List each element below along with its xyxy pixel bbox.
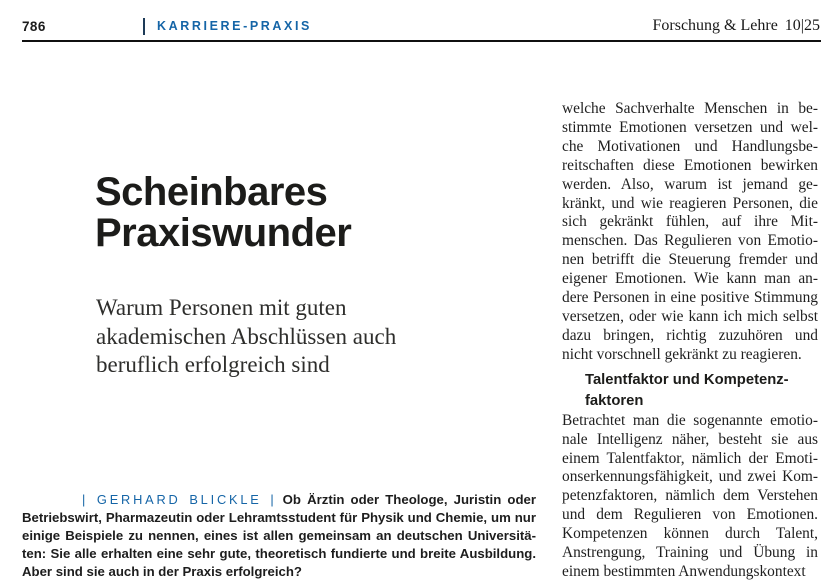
section-label: KARRIERE-PRAXIS bbox=[157, 19, 312, 33]
body-paragraph-1: welche Sachverhalte Menschen in bestimmte Emotionen versetzen und welche Motivationen und Handlungsbereitschaften diese Emotionen bewirken werden. Also, warum ist jemand gekränkt, und wie reagieren Personen, die sich gekränkt fühlen, auf ihre Mitmenschen. Das Regulieren von Emotionen betrifft die Steuerung fremder und eigener Emotionen. Wie kann man andere Personen in eine positive Stimmung versetzen, oder wie kann ich mich selbst dazu bringen, richtig zuzuhören und nicht vorschnell gekränkt zu reagieren. bbox=[562, 100, 818, 363]
article-title bbox=[95, 172, 545, 254]
section-divider-bar bbox=[143, 18, 145, 35]
article-subtitle: Warum Personen mit guten akademischen Abschlüssen auch beruflich erfolgreich sind bbox=[96, 295, 397, 377]
journal-name: Forschung & Lehre bbox=[652, 17, 778, 34]
section-heading: Talentfaktor und Kompetenzfaktoren bbox=[585, 371, 789, 409]
title-line-1: Scheinbares bbox=[95, 170, 328, 214]
issue-number: 10|25 bbox=[784, 17, 820, 34]
journal-masthead bbox=[652, 17, 820, 35]
lead-paragraph bbox=[22, 491, 536, 581]
page-number: 786 bbox=[22, 18, 46, 34]
right-column bbox=[562, 100, 818, 582]
body-paragraph-2: Betrachtet man die sogenannte emotionale Intelligenz näher, besteht sie aus einem Talentfaktor, nämlich der Emotionserkennungsfähigkeit, und zwei Kompetenzfaktoren, nämlich dem Verstehen und dem Regulieren von Emotionen. Kompetenzen können durch Talent, Anstrengung, Training und Übung in einem bestimmten Anwendungskontext bbox=[562, 411, 818, 580]
author-byline: | GERHARD BLICKLE | bbox=[82, 492, 277, 507]
header-rule bbox=[22, 40, 821, 42]
page-header bbox=[22, 14, 820, 38]
title-line-2: Praxiswunder bbox=[95, 211, 352, 255]
lead-text: Ob Ärztin oder Theologe, Juristin oder Betriebswirt, Pharmazeutin oder Lehramtsstudent für Physik und Chemie, um nur einige Beispiele zu nennen, eines ist allen gemeinsam an deutschen Universitäten: Sie alle erhalten eine sehr gute, theoretisch fundierte und breite Ausbildung. Aber sind sie auch in der Praxis erfolgreich? bbox=[22, 492, 536, 579]
